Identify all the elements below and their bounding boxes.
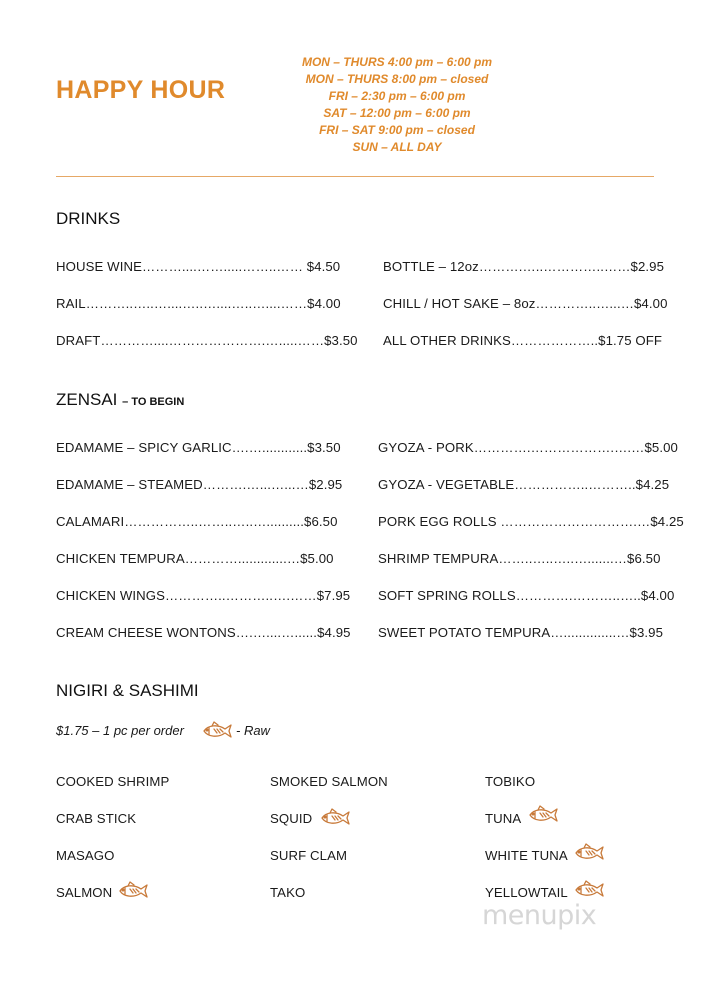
drink-item: ALL OTHER DRINKS………………..$1.75 OFF [383, 333, 663, 348]
watermark: menupix [482, 900, 597, 931]
drink-item: DRAFT…………....………………….….....……$3.50 [56, 333, 358, 348]
raw-fish-icon [573, 880, 605, 900]
nigiri-item: SURF CLAM [270, 848, 348, 863]
raw-legend-label: - Raw [236, 723, 270, 738]
hours-line: SAT – 12:00 pm – 6:00 pm [323, 106, 471, 120]
nigiri-price-note: $1.75 – 1 pc per order [56, 723, 184, 738]
zensai-item: PORK EGG ROLLS ………………………….…$4.25 [378, 514, 684, 529]
zensai-subtitle: – TO BEGIN [122, 396, 185, 408]
hours-line: FRI – 2:30 pm – 6:00 pm [328, 89, 466, 103]
zensai-item: EDAMAME – SPICY GARLIC….…............$3.50 [56, 440, 341, 455]
hours-list [297, 54, 497, 156]
nigiri-item: COOKED SHRIMP [56, 774, 170, 789]
raw-fish-icon [527, 805, 559, 825]
raw-fish-icon [201, 721, 233, 741]
nigiri-item: MASAGO [56, 848, 115, 863]
nigiri-item: SALMON [56, 885, 113, 900]
nigiri-item: TUNA [485, 811, 522, 826]
nigiri-item: SQUID [270, 811, 313, 826]
hours-line: FRI – SAT 9:00 pm – closed [319, 123, 475, 137]
nigiri-section-title: NIGIRI & SASHIMI [56, 681, 199, 700]
hours-line: SUN – ALL DAY [352, 140, 442, 154]
zensai-item: EDAMAME – STEAMED……….…...…...…$2.95 [56, 477, 343, 492]
zensai-item: CREAM CHEESE WONTONS….…....…......$4.95 [56, 625, 351, 640]
hours-line: MON – THURS 8:00 pm – closed [305, 72, 489, 86]
nigiri-item: CRAB STICK [56, 811, 137, 826]
raw-fish-icon [573, 843, 605, 863]
zensai-item: CALAMARI……………..……..…..…..........$6.50 [56, 514, 338, 529]
zensai-item: SHRIMP TEMPURA……..…..…..….......…$6.50 [378, 551, 661, 566]
page-title: HAPPY HOUR [56, 76, 226, 104]
raw-fish-icon [319, 808, 351, 828]
nigiri-item: TOBIKO [485, 774, 536, 789]
drink-item: BOTTLE – 12oz……….…..…………..……$2.95 [383, 259, 665, 274]
nigiri-item: WHITE TUNA [485, 848, 568, 863]
nigiri-item: YELLOWTAIL [485, 885, 568, 900]
zensai-item: GYOZA - PORK………….……………….….…$5.00 [378, 440, 678, 455]
nigiri-item: SMOKED SALMON [270, 774, 388, 789]
raw-fish-icon [117, 881, 149, 901]
header-divider [56, 176, 654, 177]
zensai-section-title [56, 390, 184, 410]
zensai-item: CHICKEN WINGS…………..………..….……$7.95 [56, 588, 351, 603]
hours-line: MON – THURS 4:00 pm – 6:00 pm [301, 55, 493, 69]
drinks-section-title: DRINKS [56, 209, 121, 228]
drink-item: HOUSE WINE………....…….....……..…… $4.50 [56, 259, 341, 274]
drink-item: CHILL / HOT SAKE – 8oz…………..…...…$4.00 [383, 296, 668, 311]
zensai-title: ZENSAI [56, 390, 118, 409]
zensai-item: SWEET POTATO TEMPURA…..............…$3.95 [378, 625, 664, 640]
zensai-item: SOFT SPRING ROLLS………….………..…..$4.00 [378, 588, 675, 603]
drink-item: RAIL………..…..…....…..…....…..…....……$4.00 [56, 296, 341, 311]
zensai-item: GYOZA - VEGETABLE……………..………..$4.25 [378, 477, 670, 492]
nigiri-item: TAKO [270, 885, 306, 900]
zensai-item: CHICKEN TEMPURA………….............…$5.00 [56, 551, 334, 566]
